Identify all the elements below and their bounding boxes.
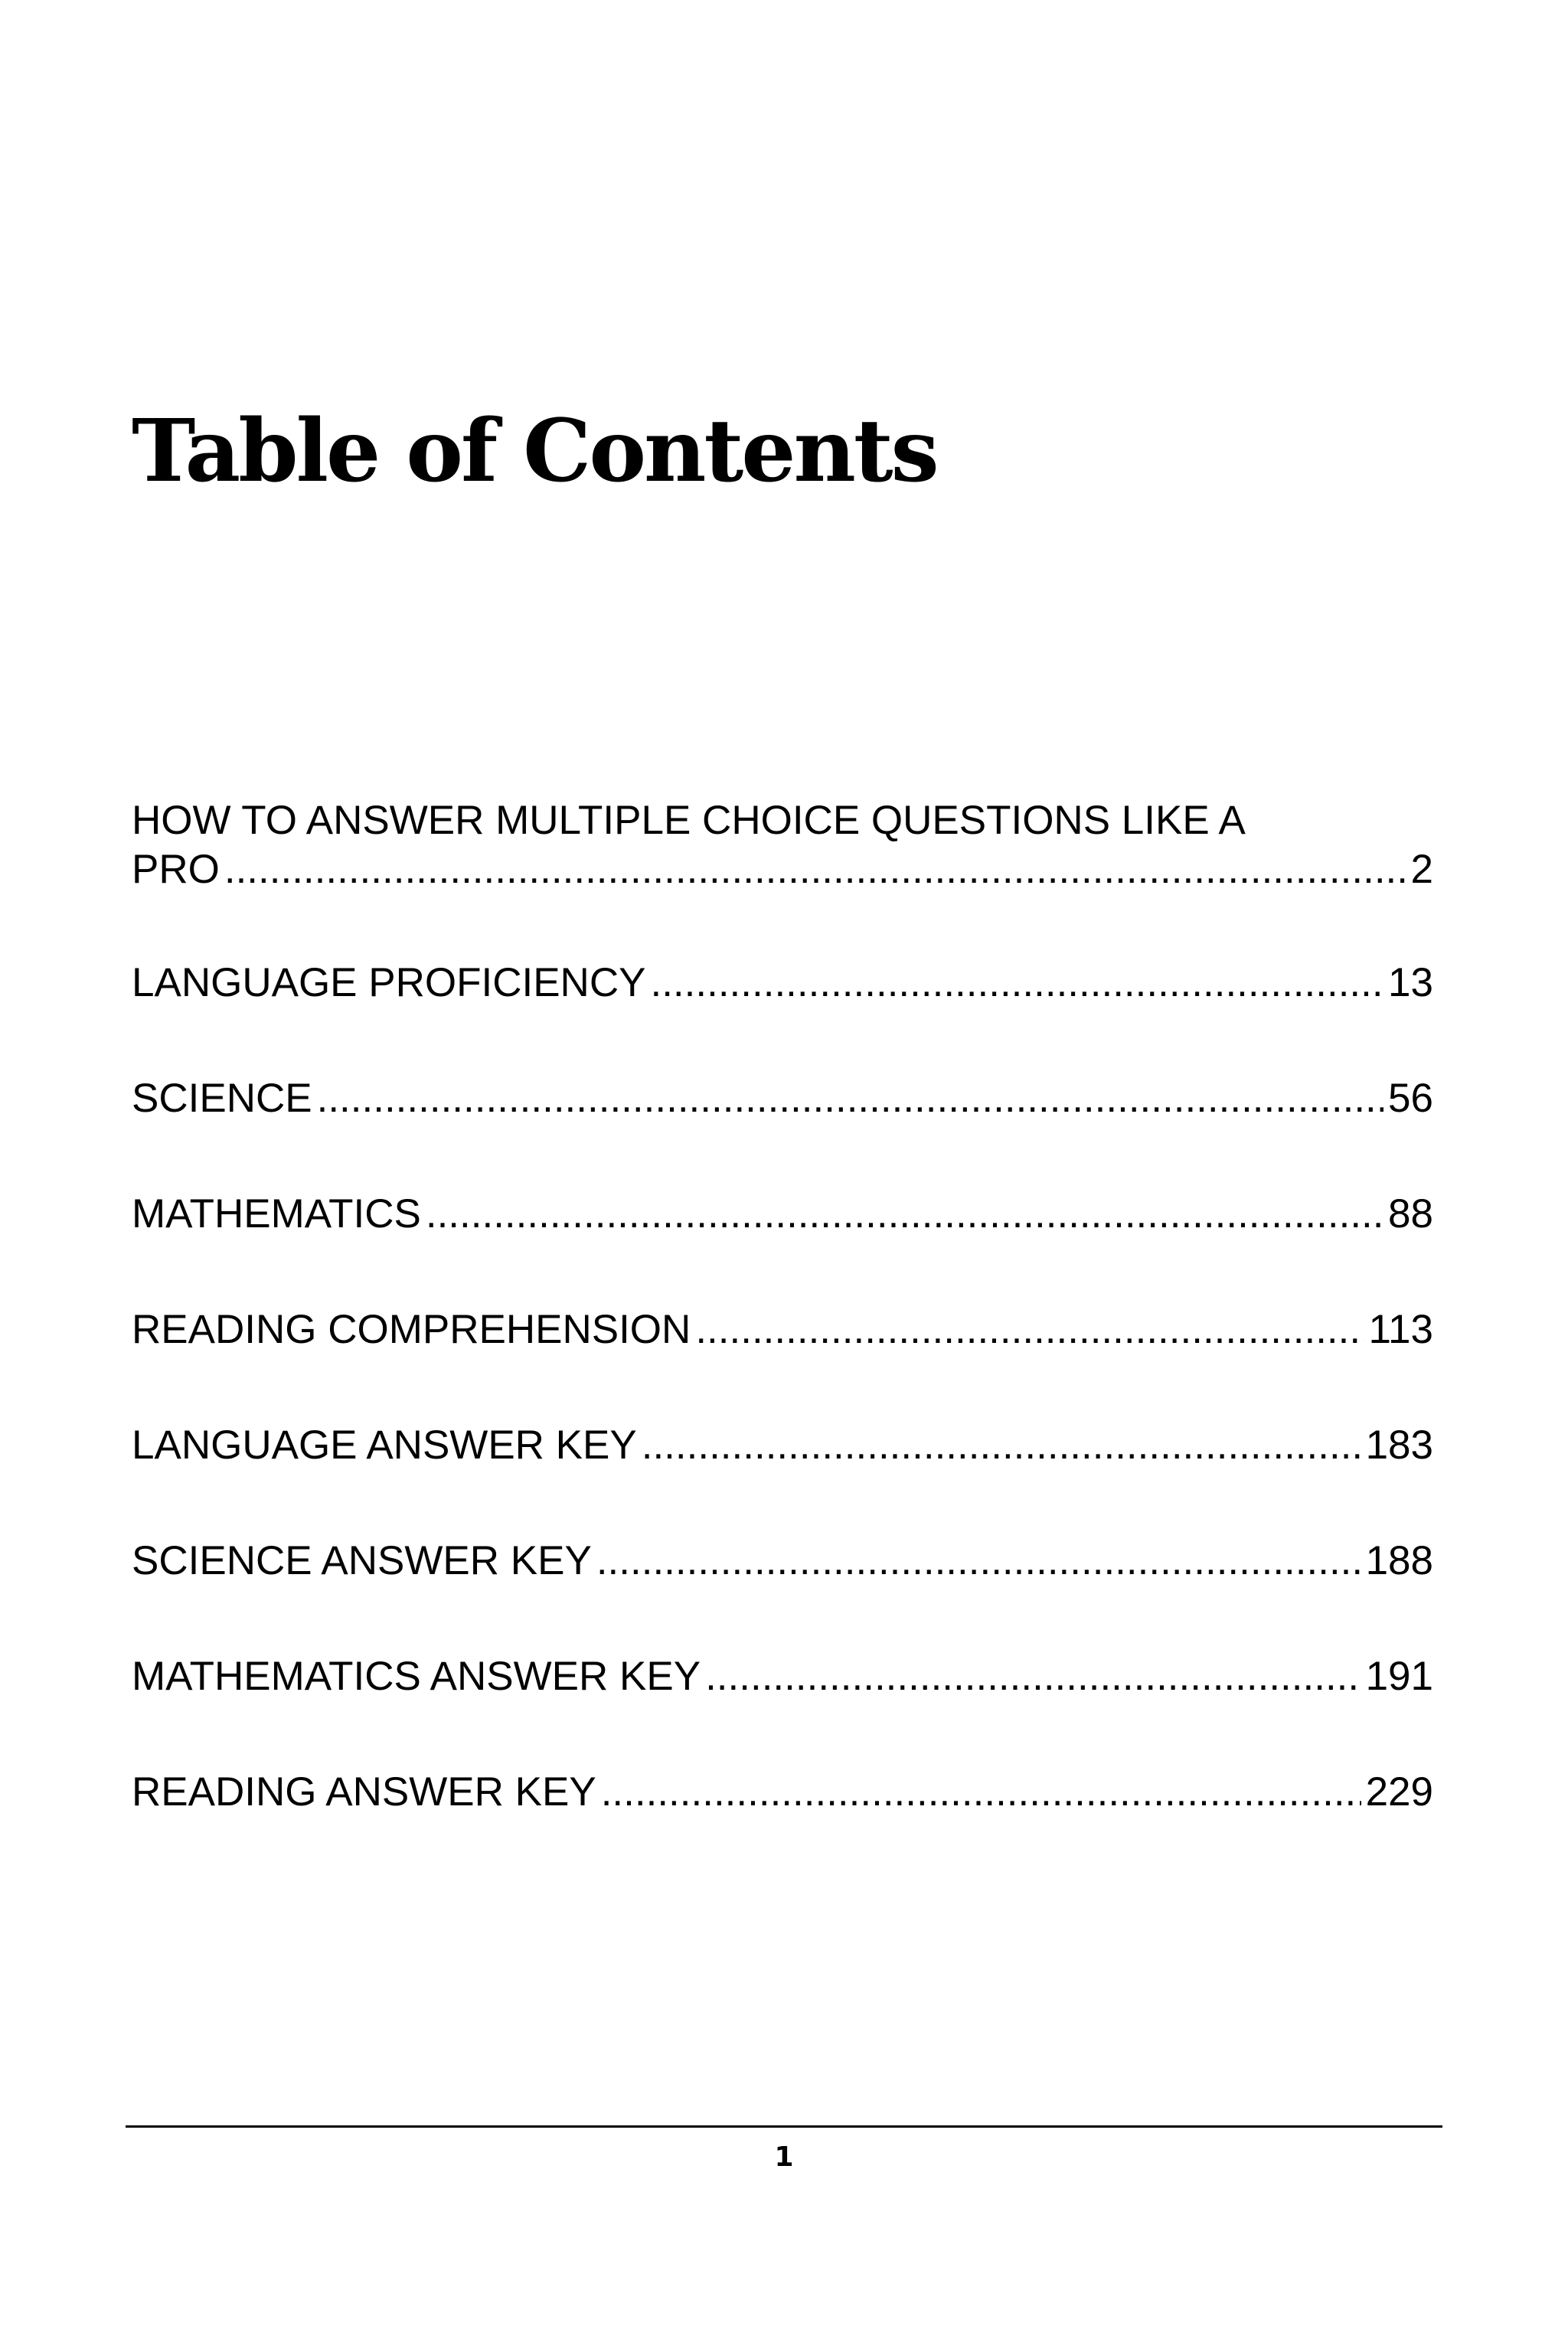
toc-entry-page-number: 113 bbox=[1368, 1307, 1433, 1352]
toc-entry-science[interactable] bbox=[132, 1074, 1433, 1123]
dot-leader bbox=[317, 1074, 1383, 1123]
dot-leader bbox=[650, 959, 1383, 1008]
page-title: Table of Contents bbox=[132, 401, 937, 501]
dot-leader bbox=[695, 1305, 1364, 1354]
page-number: 1 bbox=[774, 2141, 794, 2173]
toc-entry-title: MATHEMATICS bbox=[132, 1191, 421, 1236]
toc-entry-reading-comprehension[interactable] bbox=[132, 1305, 1433, 1354]
toc-entry-title: SCIENCE bbox=[132, 1076, 312, 1121]
toc-entry-page-number: 191 bbox=[1365, 1654, 1433, 1699]
toc-entry-title: SCIENCE ANSWER KEY bbox=[132, 1538, 592, 1583]
dot-leader bbox=[705, 1652, 1361, 1701]
toc-entry-page-number: 183 bbox=[1365, 1423, 1433, 1468]
toc-entry-title: READING COMPREHENSION bbox=[132, 1307, 691, 1352]
toc-entry-language-proficiency[interactable] bbox=[132, 959, 1433, 1008]
toc-entry-science-answer-key[interactable] bbox=[132, 1537, 1433, 1586]
toc-entry-title: PRO bbox=[132, 847, 220, 892]
toc-entry-title-line1: HOW TO ANSWER MULTIPLE CHOICE QUESTIONS LIKE A bbox=[132, 798, 1246, 843]
toc-entry-page-number: 2 bbox=[1410, 847, 1433, 892]
toc-entry-multiple-choice[interactable] bbox=[132, 796, 1433, 894]
toc-entry-mathematics[interactable] bbox=[132, 1190, 1433, 1239]
toc-entry-reading-answer-key[interactable] bbox=[132, 1768, 1433, 1817]
toc-entry-page-number: 56 bbox=[1388, 1076, 1433, 1121]
footer-divider bbox=[126, 2125, 1442, 2128]
dot-leader bbox=[426, 1190, 1383, 1239]
toc-entry-page-number: 13 bbox=[1388, 960, 1433, 1005]
toc-entry-page-number: 188 bbox=[1365, 1538, 1433, 1583]
toc-entry-page-number: 88 bbox=[1388, 1191, 1433, 1236]
dot-leader bbox=[596, 1537, 1361, 1586]
dot-leader bbox=[601, 1768, 1361, 1817]
toc-entry-title: READING ANSWER KEY bbox=[132, 1769, 596, 1815]
toc-entry-language-answer-key[interactable] bbox=[132, 1421, 1433, 1470]
toc-entry-title: LANGUAGE PROFICIENCY bbox=[132, 960, 646, 1005]
toc-entry-title: LANGUAGE ANSWER KEY bbox=[132, 1423, 637, 1468]
dot-leader bbox=[224, 845, 1406, 894]
toc-entry-page-number: 229 bbox=[1365, 1769, 1433, 1815]
toc-entry-mathematics-answer-key[interactable] bbox=[132, 1652, 1433, 1701]
toc-entry-title: MATHEMATICS ANSWER KEY bbox=[132, 1654, 701, 1699]
dot-leader bbox=[642, 1421, 1361, 1470]
